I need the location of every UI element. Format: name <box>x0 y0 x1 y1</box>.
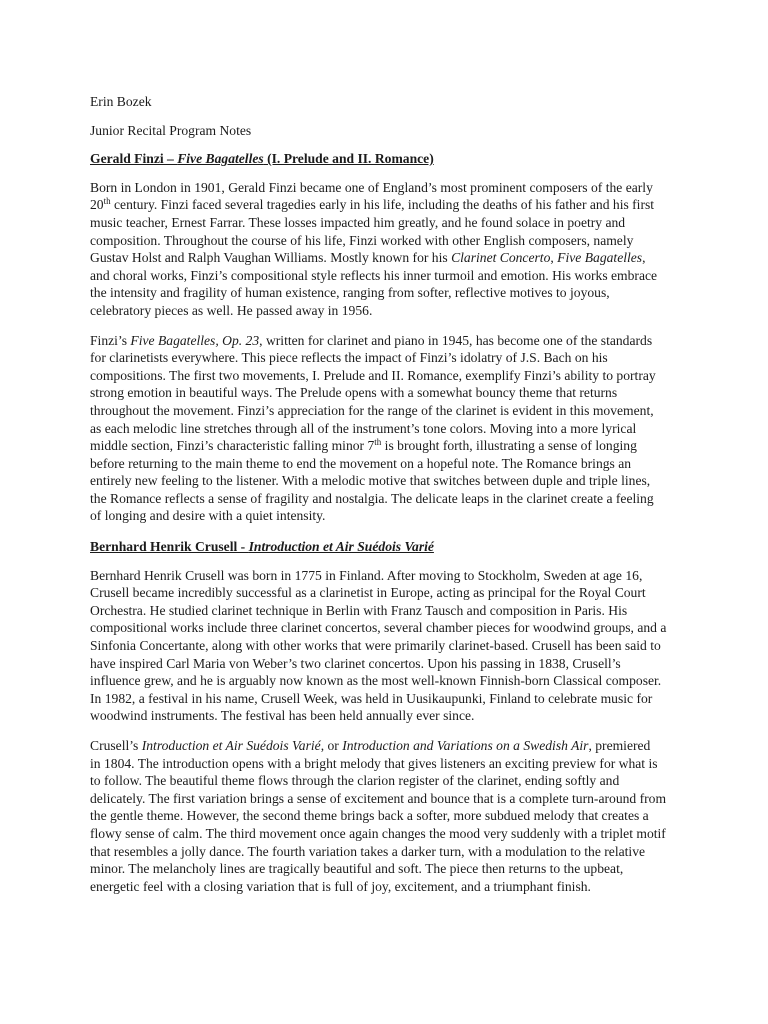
text-segment: , premiered <box>588 738 651 753</box>
text-line <box>90 249 712 267</box>
section-crusell <box>90 538 712 895</box>
text-line <box>90 196 712 214</box>
text-segment: is brought forth, illustrating a sense of longing <box>381 438 637 454</box>
text-line: the Romance reflects a sense of fragility and nostalgia. The delicate leaps in the clarinet create a feeling <box>90 490 654 506</box>
text-line: throughout the movement. Finzi’s appreciation for the range of the clarinet is evident in this movement, <box>90 402 654 418</box>
text-line: strong emotion in beautiful ways. The Prelude opens with a somewhat bouncy theme that returns <box>90 385 618 401</box>
paragraph <box>90 332 712 526</box>
text-line: In 1982, a festival in his name, Crusell Week, was held in Uusikaupunki, Finland to celebrate music for <box>90 690 653 706</box>
text-line: compositional works include three clarinet concertos, several chamber pieces for woodwind groups, and a <box>90 620 667 636</box>
italic-title: Five Bagatelles, Op. 23 <box>130 332 260 348</box>
work-title: Five Bagatelles <box>177 151 264 167</box>
text-line: Sinfonia Concertante, along with other works that were primarily clarinet-based. Crusell has been said to <box>90 638 661 654</box>
text-segment: century. Finzi faced several tragedies early in his life, including the deaths of his father and his first <box>110 197 655 213</box>
paragraph <box>90 179 712 320</box>
text-line: flowy sense of calm. The third movement once again changes the mood very suddenly with a triplet motif <box>90 825 666 841</box>
text-segment: , written for clarinet and piano in 1945, has become one of the standards <box>259 332 653 348</box>
text-line: of longing and desire with a quiet intensity. <box>90 508 326 524</box>
text-line: woodwind instruments. The festival has been held annually ever since. <box>90 708 475 724</box>
text-segment: , or <box>320 738 343 753</box>
text-line: have inspired Carl Maria von Weber’s two clarinet concertos. Upon his passing in 1838, Crusell’s <box>90 655 621 671</box>
italic-title: Introduction and Variations on a Swedish Air <box>342 738 589 753</box>
paragraph <box>90 567 712 725</box>
text-segment: middle section, Finzi’s characteristic falling minor 7 <box>90 438 375 454</box>
text-line: entirely new feeling to the listener. With a melodic motive that switches between duple and triple lines, <box>90 473 651 489</box>
text-line: celebratory pieces as well. He passed away in 1956. <box>90 302 373 318</box>
text-line: composition. Throughout the course of his life, Finzi worked with other English composers, namely <box>90 232 634 248</box>
document-title: Junior Recital Program Notes <box>90 122 252 138</box>
text-segment: Crusell’s <box>90 738 142 753</box>
italic-title: Five Bagatelles <box>557 250 643 266</box>
text-line: minor. The melancholy lines are tragically beautiful and soft. The piece then returns to the upbeat, <box>90 861 624 877</box>
italic-title: Introduction et Air Suédois Varié <box>141 738 321 753</box>
text-segment: Gustav Holst and Ralph Vaughan Williams. Mostly known for his <box>90 250 452 266</box>
text-line: Crusell became incredibly successful as a clarinetist in Europe, acting as principal for the Royal Court <box>90 585 646 601</box>
text-line: that resembles a jolly dance. The fourth variation takes a darker turn, with a modulation to the relative <box>90 843 646 859</box>
author-name: Erin Bozek <box>90 94 152 109</box>
text-line: to follow. The beautiful theme flows through the clarion register of the clarinet, ending softly and <box>90 773 620 789</box>
text-line: the intensity and fragility of human existence, ranging from softer, reflective motives to joyous, <box>90 285 610 301</box>
text-line <box>90 437 712 455</box>
text-line: Orchestra. He studied clarinet technique in Berlin with Franz Tausch and composition in Paris. His <box>90 602 628 618</box>
text-line: delicately. The first variation brings a sense of excitement and bounce that is a complete turn-around from <box>90 790 667 806</box>
composer-name: Bernhard Henrik Crusell - <box>90 539 249 555</box>
text-line: compositions. The first two movements, I. Prelude and II. Romance, exemplify Finzi’s ability to portray <box>90 367 656 383</box>
text-line: and choral works, Finzi’s compositional style reflects his inner turmoil and emotion. His works embrace <box>90 267 658 283</box>
document-page <box>90 93 712 906</box>
text-line: before returning to the main theme to end the movement on a hopeful note. The Romance brings an <box>90 455 632 471</box>
text-line <box>90 737 712 755</box>
text-line: as each melodic line stretches through all of the instrument’s tone colors. Moving into a more lyrical <box>90 420 637 436</box>
text-line: Born in London in 1901, Gerald Finzi became one of England’s most prominent composers of the early <box>90 179 653 195</box>
section-heading-crusell <box>90 538 712 556</box>
work-title: Introduction et Air Suédois Varié <box>248 539 434 555</box>
paragraph <box>90 737 712 895</box>
movement-detail: (I. Prelude and II. Romance) <box>263 151 434 167</box>
text-segment: , <box>642 250 646 266</box>
text-line: the gentle theme. However, the second theme brings back a softer, more subdued melody that creates a <box>90 808 649 824</box>
text-line: energetic feel with a closing variation that is full of joy, excitement, and a triumphant finish. <box>90 878 591 894</box>
text-line: Bernhard Henrik Crusell was born in 1775 in Finland. After moving to Stockholm, Sweden at age 16, <box>90 567 643 583</box>
ordinal-suffix: th <box>103 196 111 207</box>
section-finzi <box>90 150 712 525</box>
section-heading-finzi <box>90 150 712 168</box>
text-line: music teacher, Ernest Farrar. These losses impacted him greatly, and he found solace in poetry and <box>90 214 626 230</box>
text-line: in 1804. The introduction opens with a bright melody that gives listeners an exciting preview for what is <box>90 755 658 771</box>
text-line <box>90 332 712 350</box>
text-line: influence grew, and he is arguably now known as the most well-known Finnish-born Classical composer. <box>90 673 662 689</box>
composer-name: Gerald Finzi – <box>90 151 178 167</box>
text-segment: , <box>550 250 558 266</box>
text-line: for clarinetists everywhere. This piece reflects the impact of Finzi’s idolatry of J.S. Bach on his <box>90 350 608 366</box>
text-segment: 20 <box>90 197 104 213</box>
italic-title: Clarinet Concerto <box>451 250 551 266</box>
ordinal-suffix: th <box>374 437 382 448</box>
text-segment: Finzi’s <box>90 332 131 348</box>
